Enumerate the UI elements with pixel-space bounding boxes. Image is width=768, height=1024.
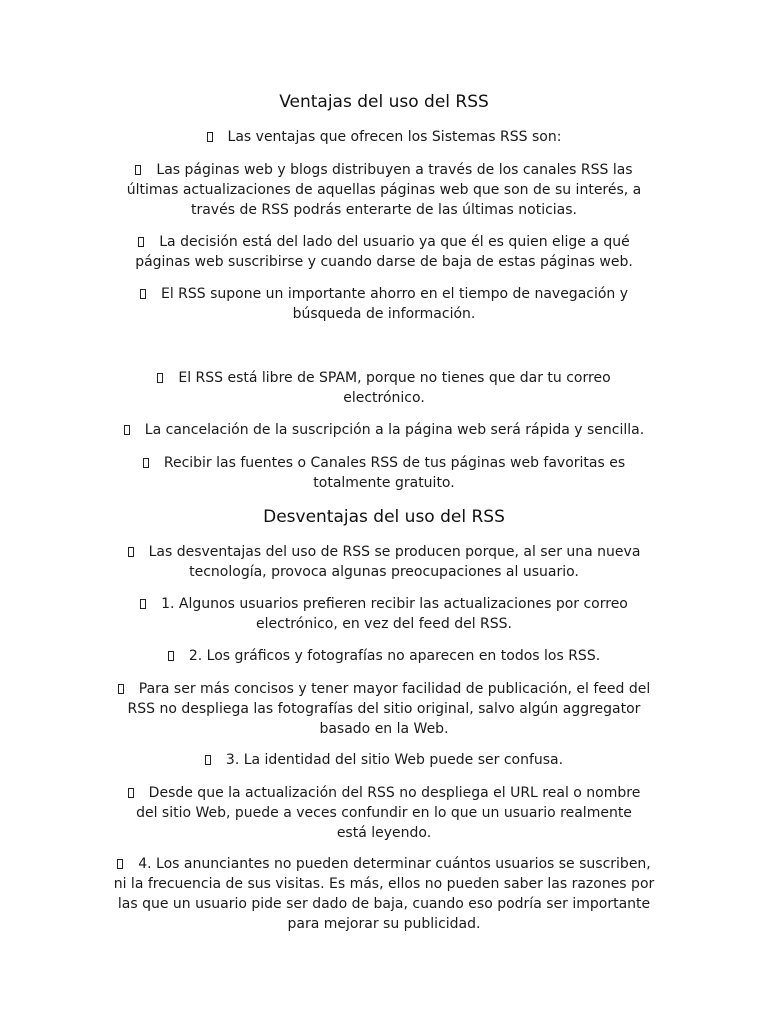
list-item: Las páginas web y blogs distribuyen a través de los canales RSS las últimas actualizaciones de aquellas páginas web que son de su interés, a través de RSS podrás enterarte de las últimas noticias.: [126, 162, 642, 218]
bullet-icon: [143, 458, 149, 468]
list-item: 1. Algunos usuarios prefieren recibir las actualizaciones por correo electrónico, en vez del feed del RSS.: [120, 594, 648, 634]
section-title-ventajas: Ventajas del uso del RSS: [279, 92, 489, 112]
bullet-icon: [207, 132, 213, 142]
list-item: Las ventajas que ofrecen los Sistemas RSS son:: [120, 127, 648, 147]
list-item: 4. Los anunciantes no pueden determinar cuántos usuarios se suscriben, ni la frecuencia de sus visitas. Es más, ellos no pueden saber las razones por las que un usuario pide ser dado de baja, cuando eso podría ser importante para mejorar su publicidad.: [113, 856, 655, 932]
list-item: Para ser más concisos y tener mayor facilidad de publicación, el feed del RSS no despliega las fotografías del sitio original, salvo algún aggregator basado en la Web.: [110, 679, 658, 739]
bullet-icon: [205, 755, 211, 765]
list-item: 3. La identidad del sitio Web puede ser confusa.: [120, 750, 648, 770]
bullet-icon: [128, 547, 134, 557]
list-item: El RSS está libre de SPAM, porque no tienes que dar tu correo electrónico.: [120, 368, 648, 408]
list-item: Recibir las fuentes o Canales RSS de tus páginas web favoritas es totalmente gratuito.: [120, 453, 648, 493]
bullet-icon: [128, 788, 134, 798]
list-item: Las desventajas del uso de RSS se producen porque, al ser una nueva tecnología, provoca algunas preocupaciones al usuario.: [120, 542, 648, 582]
section-title-desventajas: Desventajas del uso del RSS: [263, 507, 505, 527]
bullet-icon: [135, 165, 141, 175]
bullet-icon: [138, 237, 144, 247]
list-item: El RSS supone un importante ahorro en el tiempo de navegación y búsqueda de información.: [120, 284, 648, 324]
bullet-icon: [117, 859, 123, 869]
bullet-icon: [124, 425, 130, 435]
bullet-icon: [118, 684, 124, 694]
bullet-icon: [140, 599, 146, 609]
bullet-icon: [168, 651, 174, 661]
bullet-icon: [157, 373, 163, 383]
bullet-icon: [140, 289, 146, 299]
list-item: Desde que la actualización del RSS no despliega el URL real o nombre del sitio Web, puede a veces confundir en lo que un usuario realmente está leyendo.: [120, 783, 648, 843]
list-item: 2. Los gráficos y fotografías no aparecen en todos los RSS.: [120, 646, 648, 666]
list-item: La decisión está del lado del usuario ya que él es quien elige a qué páginas web suscribirse y cuando darse de baja de estas páginas web.: [135, 234, 633, 270]
list-item: La cancelación de la suscripción a la página web será rápida y sencilla.: [120, 420, 648, 440]
